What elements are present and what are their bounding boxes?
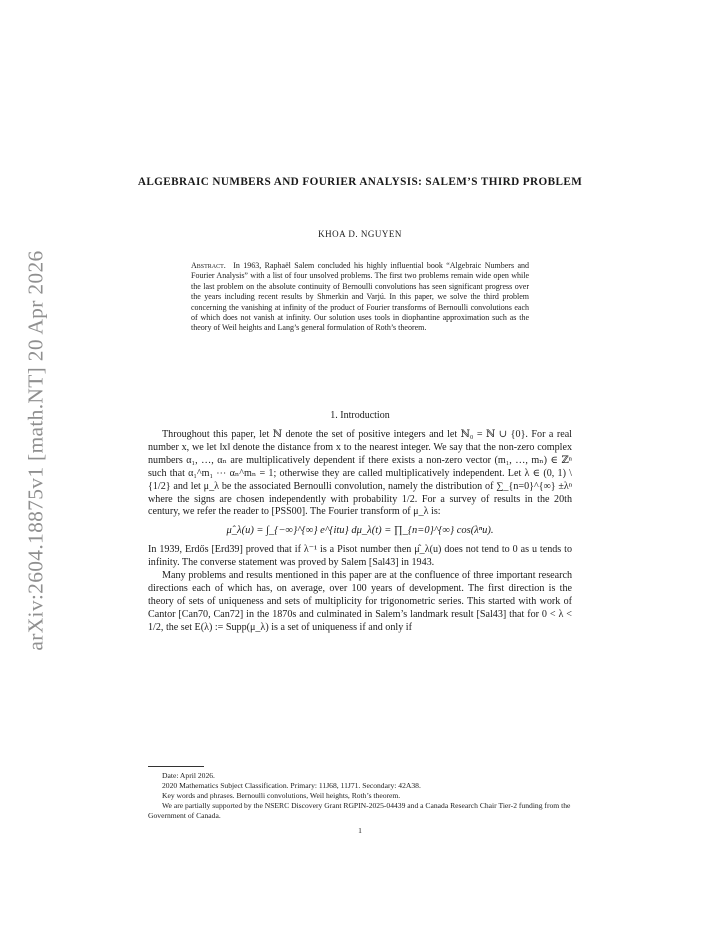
footnote-date: Date: April 2026. [162,771,215,780]
abstract-text: In 1963, Raphaël Salem concluded his highly influential book “Algebraic Numbers and Fourier Analysis” with a list of four unsolved problems. The first two problems remain wide open while the last problem on the absolute continuity of Bernoulli convolutions has seen significant progress over the years including recent results by Shmerkin and Varjú. In this paper, we solve the third problem concerning the vanishing at infinity of the product of Fourier transforms of Bernoulli convolutions each of which does not vanish at infinity. Our solution uses tools in diophantine approximation such as the theory of Weil heights and Lang’s general formulation of Roth’s theorem. [191,261,530,333]
abstract [191,261,529,334]
footnote-funding: We are partially supported by the NSERC Discovery Grant RGPIN-2025-04439 and a Canada Research Chair Tier-2 funding from the Government of Canada. [148,800,571,820]
footnote-msc: 2020 Mathematics Subject Classification. Primary: 11J68, 11J71. Secondary: 42A38. [162,780,421,790]
footnote-divider [148,766,204,767]
arxiv-identifier: arXiv:2604.18875v1 [math.NT] 20 Apr 2026 [23,249,48,651]
body-text [148,429,572,635]
paragraph-2: In 1939, Erdős [Erd39] proved that if λ⁻¹ is a Pisot number then μ̂_λ(u) does not tend to 0 as u tends to infinity. The converse statement was proved by Salem [Sal43] in 1943. [148,544,572,569]
arxiv-sidebar [8,240,64,660]
paragraph-1: Throughout this paper, let ℕ denote the set of positive integers and let ℕ₀ = ℕ ∪ {0}. For a real number x, we let ‖x‖ denote the distance from x to the nearest integer. We say that the non-zero complex numbers α₁, …, αₙ are multiplicatively dependent if there exists a non-zero vector (m₁, …, mₙ) ∈ ℤⁿ such that α₁^m₁ ⋯ αₙ^mₙ = 1; otherwise they are called multiplicatively independent. Let λ ∈ (0, 1) \ {1/2} and let μ_λ be the associated Bernoulli convolution, namely the distribution of ∑_{n=0}^{∞} ±λⁿ where the signs are chosen independently with probability 1/2. For a survey of results in the 20th century, we refer the reader to [PSS00]. The Fourier transform of μ_λ is: [148,429,572,518]
paper-author: KHOA D. NGUYEN [318,229,402,239]
paragraph-3: Many problems and results mentioned in this paper are at the confluence of three important research directions each of which has, on average, over 100 years of development. The first direction is the theory of sets of uniqueness and sets of multiplicity for trigonometric series. This started with work of Cantor [Can70, Can72] in the 1870s and culminated in Salem’s landmark result [Sal43] that for 0 < λ < 1/2, the set E(λ) := Supp(μ_λ) is a set of uniqueness if and only if [148,570,572,633]
abstract-label: Abstract. [191,261,226,270]
fourier-transform-equation: μ̂_λ(u) = ∫_{−∞}^{∞} e^{itu} dμ_λ(t) = ∏_{n=0}^{∞} cos(λⁿu). [226,525,494,537]
paper-title: ALGEBRAIC NUMBERS AND FOURIER ANALYSIS: SALEM’S THIRD PROBLEM [137,176,583,188]
page-number: 1 [358,826,362,835]
footnote-keywords: Key words and phrases. Bernoulli convolutions, Weil heights, Roth’s theorem. [162,790,401,800]
section-heading: 1. Introduction [330,410,390,421]
footnotes [148,771,572,821]
